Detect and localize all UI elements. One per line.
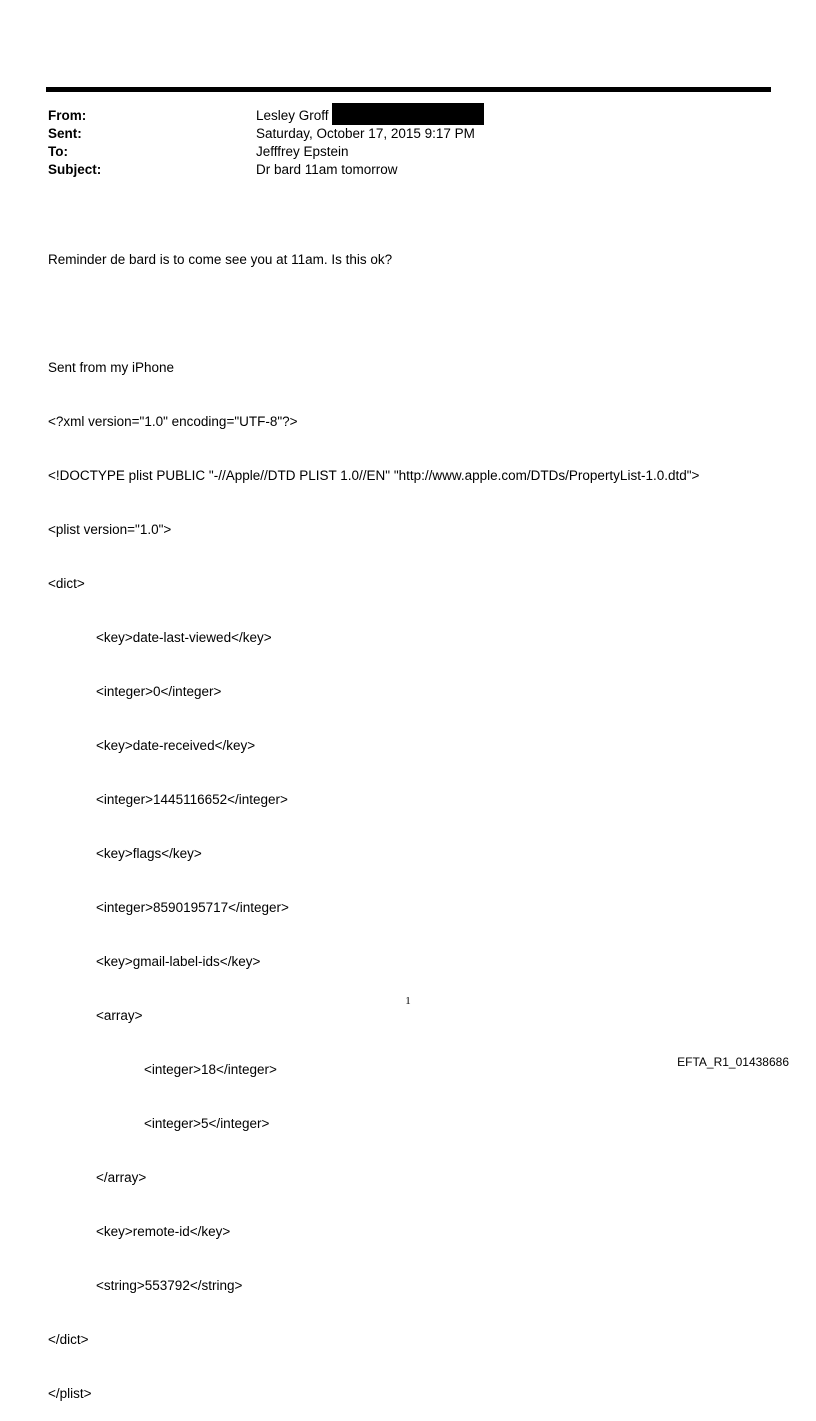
from-row <box>48 107 768 125</box>
paragraph-gap <box>48 305 788 323</box>
plist-line: <integer>1445116652</integer> <box>96 792 288 807</box>
subject-label: Subject: <box>48 162 102 177</box>
plist-line: <integer>18</integer> <box>144 1062 277 1077</box>
plist-line: <integer>0</integer> <box>96 684 222 699</box>
document-id: EFTA_R1_01438686 <box>677 1055 789 1069</box>
plist-line: <dict> <box>48 576 85 591</box>
page-number: 1 <box>405 995 411 1007</box>
sent-value: Saturday, October 17, 2015 9:17 PM <box>256 126 475 141</box>
plist-line: <array> <box>96 1008 143 1023</box>
redaction-box <box>332 103 484 125</box>
header-divider <box>46 87 771 92</box>
sent-label: Sent: <box>48 126 82 141</box>
plist-line: <key>date-received</key> <box>96 738 256 753</box>
from-value-container <box>256 107 484 125</box>
to-value: Jefffrey Epstein <box>256 144 349 159</box>
email-header <box>48 107 768 179</box>
sent-row <box>48 125 768 143</box>
plist-line: </dict> <box>48 1332 89 1347</box>
plist-line: </array> <box>96 1170 147 1185</box>
plist-line: <plist version="1.0"> <box>48 522 172 537</box>
plist-line: <!DOCTYPE plist PUBLIC "-//Apple//DTD PLIST 1.0//EN" "http://www.apple.com/DTDs/PropertyList-1.0.dtd"> <box>48 468 700 483</box>
from-label: From: <box>48 108 87 123</box>
to-row <box>48 143 768 161</box>
plist-line: <string>553792</string> <box>96 1278 243 1293</box>
plist-line: </plist> <box>48 1386 92 1401</box>
subject-value: Dr bard 11am tomorrow <box>256 162 398 177</box>
plist-line: <?xml version="1.0" encoding="UTF-8"?> <box>48 414 298 429</box>
plist-line: <key>flags</key> <box>96 846 202 861</box>
signature-text: Sent from my iPhone <box>48 360 175 375</box>
message-text: Reminder de bard is to come see you at 11am. Is this ok? <box>48 252 393 267</box>
plist-line: <integer>5</integer> <box>144 1116 270 1131</box>
plist-line: <key>date-last-viewed</key> <box>96 630 272 645</box>
subject-row <box>48 161 768 179</box>
from-value: Lesley Groff <box>256 108 329 123</box>
plist-line: <key>remote-id</key> <box>96 1224 231 1239</box>
plist-line: <key>gmail-label-ids</key> <box>96 954 261 969</box>
plist-line: <integer>8590195717</integer> <box>96 900 289 915</box>
email-body <box>48 215 788 1421</box>
to-label: To: <box>48 144 68 159</box>
